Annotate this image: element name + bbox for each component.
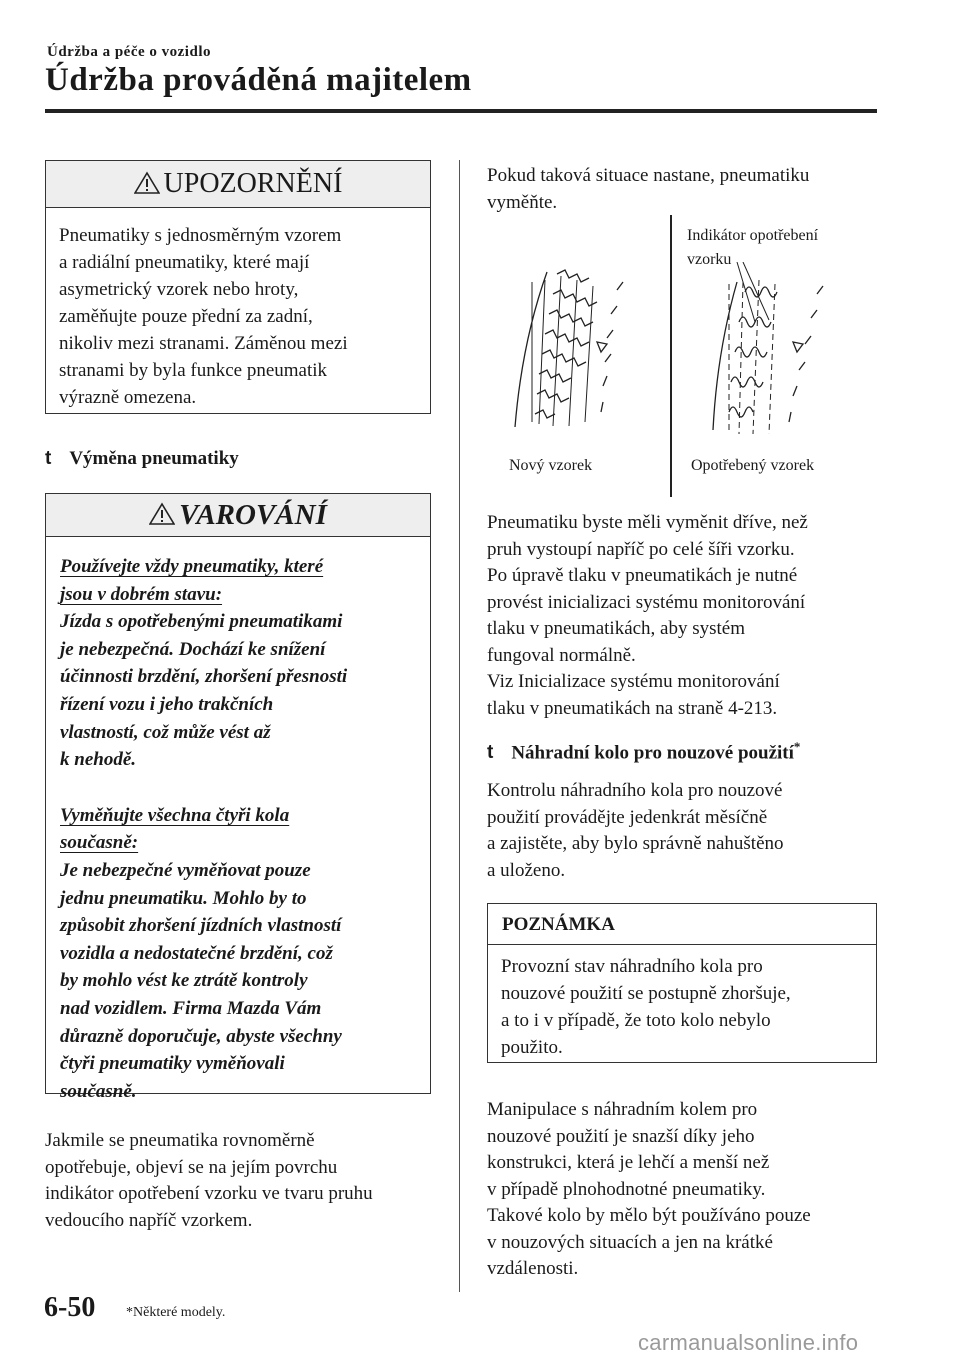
warning-line: je nebezpečná. Dochází ke snížení xyxy=(60,638,326,660)
worn-tread-label: Opotřebený vzorek xyxy=(691,457,815,474)
page-title: Údržba prováděná majitelem xyxy=(45,62,472,98)
warning-title: VAROVÁNÍ xyxy=(179,499,327,531)
note-line: nouzové použití se postupně zhoršuje, xyxy=(501,983,791,1004)
paragraph-line: a zajistěte, aby bylo správně nahuštěno xyxy=(487,833,784,854)
paragraph-line: fungoval normálně. xyxy=(487,644,636,666)
caution-title: UPOZORNĚNÍ xyxy=(163,168,343,199)
warning-line: důrazně doporučuje, abyste všechny xyxy=(60,1025,342,1047)
note-title: POZNÁMKA xyxy=(488,904,876,945)
paragraph-line: nouzové použití je snazší díky jeho xyxy=(487,1125,755,1147)
warning-line: nad vozidlem. Firma Mazda Vám xyxy=(60,997,322,1019)
paragraph-line: Viz Inicializace systému monitorování xyxy=(487,671,780,692)
paragraph-line: konstrukci, která je lehčí a menší než xyxy=(487,1152,770,1173)
paragraph-line: vyměňte. xyxy=(487,191,558,213)
note-line: Provozní stav náhradního kola pro xyxy=(501,956,763,977)
tire-replacement-heading xyxy=(45,448,239,470)
footnote: *Některé modely. xyxy=(126,1305,226,1320)
section-bullet: t xyxy=(45,448,52,469)
caution-body xyxy=(46,208,430,421)
paragraph-line: vedoucího napříč vzorkem. xyxy=(45,1209,253,1231)
caution-line: Pneumatiky s jednosměrným vzorem xyxy=(59,225,342,246)
paragraph-line: Jakmile se pneumatika rovnoměrně xyxy=(45,1130,315,1151)
warning-subheading: jsou v dobrém stavu: xyxy=(60,583,223,605)
warning-line: způsobit zhoršení jízdních vlastností xyxy=(60,915,342,937)
title-rule xyxy=(45,109,877,113)
paragraph-line: Takové kolo by mělo být používáno pouze xyxy=(487,1205,811,1226)
caution-header xyxy=(46,161,430,208)
paragraph-line: tlaku v pneumatikách, aby systém xyxy=(487,618,746,639)
warning-line: by mohlo vést ke ztrátě kontroly xyxy=(60,970,308,992)
warning-line: čtyři pneumatiky vyměňovali xyxy=(60,1053,285,1075)
watermark: carmanualsonline.info xyxy=(638,1330,859,1355)
replace-intro-paragraph xyxy=(487,163,809,216)
warning-box xyxy=(45,493,431,1102)
spare-wheel-title: Náhradní kolo pro nouzové použití xyxy=(511,742,794,764)
replace-advice-paragraph xyxy=(487,510,808,722)
worn-tread-edge xyxy=(713,282,737,430)
paragraph-line: Manipulace s náhradním kolem pro xyxy=(487,1099,758,1120)
warning-line: řízení vozu i jeho trakčních xyxy=(60,693,274,715)
warning-triangle-icon xyxy=(149,502,175,526)
caution-box xyxy=(45,160,431,414)
caution-line: a radiální pneumatiky, které mají xyxy=(59,252,310,273)
breadcrumb: Údržba a péče o vozidlo xyxy=(47,44,211,60)
spare-wheel-heading xyxy=(487,739,800,764)
paragraph-line: provést inicializaci systému monitorování xyxy=(487,591,806,613)
new-tread-label: Nový vzorek xyxy=(509,457,593,474)
note-line: použito. xyxy=(501,1037,563,1058)
tread-illustration xyxy=(487,262,877,452)
paragraph-line: v případě plnohodnotné pneumatiky. xyxy=(487,1178,766,1200)
spare-wheel-paragraph xyxy=(487,778,784,884)
warning-line: současně. xyxy=(60,1080,137,1102)
column-divider xyxy=(459,160,460,1292)
caution-line: nikoliv mezi stranami. Záměnou mezi xyxy=(59,333,348,354)
warning-line: vlastností, což může vést až xyxy=(60,721,271,743)
warning-line: Jízda s opotřebenými pneumatikami xyxy=(60,611,343,633)
warning-line: vozidla a nedostatečné brzdění, což xyxy=(60,942,333,964)
warning-line: Je nebezpečné vyměňovat pouze xyxy=(60,859,311,881)
paragraph-line: vzdálenosti. xyxy=(487,1258,579,1279)
caution-line: asymetrický vzorek nebo hroty, xyxy=(59,279,299,300)
warning-triangle-icon xyxy=(134,171,160,195)
footnote-marker: * xyxy=(793,739,801,754)
paragraph-line: Pokud taková situace nastane, pneumatiku xyxy=(487,165,810,186)
caution-line: zaměňujte pouze přední za zadní, xyxy=(59,306,313,327)
tire-replacement-title: Výměna pneumatiky xyxy=(69,448,239,469)
warning-body xyxy=(46,537,430,1105)
paragraph-line: Kontrolu náhradního kola pro nouzové xyxy=(487,780,783,801)
warning-subheading: současně: xyxy=(60,832,139,854)
paragraph-line: pruh vystoupí napříč po celé šíři vzorku. xyxy=(487,538,795,560)
paragraph-line: použití provádějte jedenkrát měsíčně xyxy=(487,806,768,828)
paragraph-line: tlaku v pneumatikách na straně 4-213. xyxy=(487,697,778,719)
indicator-label: Indikátor opotřebení vzorku xyxy=(687,227,819,268)
paragraph-line: Pneumatiku byste měli vyměnit dříve, než xyxy=(487,512,808,533)
warning-subheading: Vyměňujte všechna čtyři kola xyxy=(60,804,290,826)
page-number: 6-50 xyxy=(44,1292,96,1323)
warning-subheading: Používejte vždy pneumatiky, které xyxy=(60,556,324,577)
warning-line: k nehodě. xyxy=(60,749,136,771)
paragraph-line: indikátor opotřebení vzorku ve tvaru pruhu xyxy=(45,1183,373,1204)
caution-line: výrazně omezena. xyxy=(59,387,197,408)
paragraph-line: a uloženo. xyxy=(487,859,566,881)
spare-handling-paragraph xyxy=(487,1097,811,1283)
warning-line: jednu pneumatiku. Mohlo by to xyxy=(60,887,307,909)
note-box xyxy=(487,903,877,1063)
warning-header xyxy=(46,494,430,537)
paragraph-line: v nouzových situacích a jen na krátké xyxy=(487,1231,773,1253)
paragraph-line: opotřebuje, objeví se na jejím povrchu xyxy=(45,1156,338,1178)
note-body xyxy=(488,945,876,1071)
wear-indicator-paragraph xyxy=(45,1128,373,1234)
caution-line: stranami by byla funkce pneumatik xyxy=(59,360,328,381)
paragraph-line: Po úpravě tlaku v pneumatikách je nutné xyxy=(487,565,798,586)
note-line: a to i v případě, že toto kolo nebylo xyxy=(501,1010,771,1031)
warning-line: účinnosti brzdění, zhoršení přesnosti xyxy=(60,666,348,688)
section-bullet: t xyxy=(487,742,494,764)
